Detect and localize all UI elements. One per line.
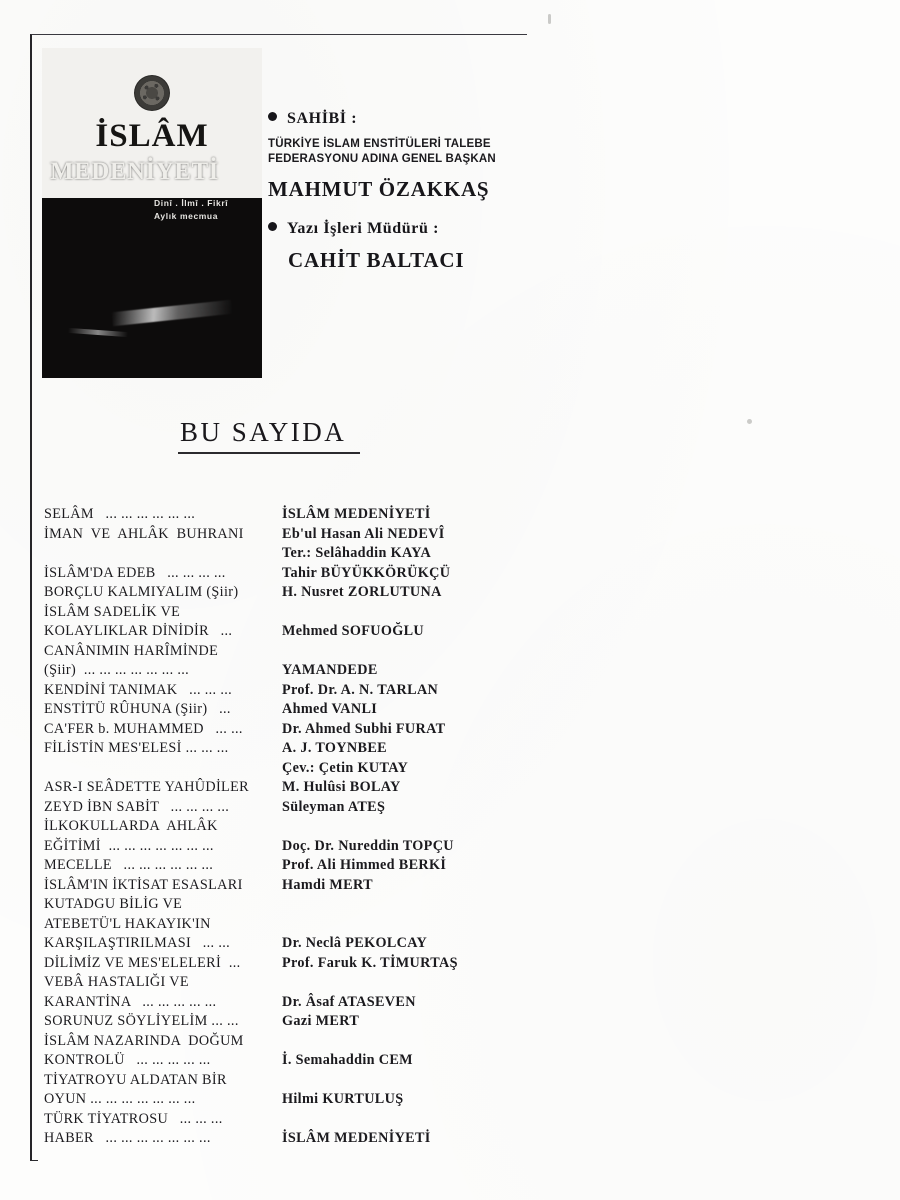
toc-entry-author: M. Hulûsi BOLAY bbox=[282, 779, 401, 795]
toc-entry-title: VEBÂ HASTALIĞI VE bbox=[44, 974, 189, 990]
scan-scratch bbox=[112, 300, 233, 326]
owner-label: SAHİBİ : bbox=[287, 110, 358, 127]
toc-entry-title: ENSTİTÜ RÛHUNA (Şiir) ... bbox=[44, 701, 231, 717]
contents-heading: BU SAYIDA bbox=[180, 417, 347, 447]
toc-entry-title: İSLÂM'IN İKTİSAT ESASLARI bbox=[44, 876, 243, 893]
toc-entry-author: Tahir BÜYÜKKÖRÜKÇÜ bbox=[282, 564, 451, 581]
toc-entry-title: SELÂM ... ... ... ... ... ... bbox=[44, 506, 196, 522]
toc-entry-title: SORUNUZ SÖYLİYELİM ... ... bbox=[44, 1013, 239, 1029]
toc-entry bbox=[44, 973, 494, 993]
toc-entry-author: Ahmed VANLI bbox=[282, 701, 378, 717]
toc-entry-author: YAMANDEDE bbox=[282, 662, 378, 678]
toc-entry-author: Dr. Neclâ PEKOLCAY bbox=[282, 935, 428, 951]
table-of-contents bbox=[44, 505, 494, 1149]
toc-entry-title: ASR-I SEÂDETTE YAHÛDİLER bbox=[44, 779, 249, 795]
toc-entry bbox=[44, 1090, 494, 1110]
toc-entry bbox=[44, 1032, 494, 1052]
toc-entry bbox=[44, 583, 494, 603]
toc-entry-author: Hilmi KURTULUŞ bbox=[282, 1091, 404, 1107]
toc-entry bbox=[44, 856, 494, 876]
toc-entry bbox=[44, 954, 494, 974]
editor-label: Yazı İşleri Müdürü : bbox=[287, 220, 439, 238]
toc-entry-author: Çev.: Çetin KUTAY bbox=[282, 759, 409, 776]
toc-entry-author: H. Nusret ZORLUTUNA bbox=[282, 584, 442, 600]
toc-entry-author: Mehmed SOFUOĞLU bbox=[282, 623, 424, 639]
toc-entry-title: FİLİSTİN MES'ELESİ ... ... ... bbox=[44, 740, 229, 756]
toc-entry-title: BORÇLU KALMIYALIM (Şiir) bbox=[44, 584, 239, 600]
toc-entry bbox=[44, 564, 494, 584]
toc-entry-title: İMAN VE AHLÂK BUHRANI bbox=[44, 525, 244, 542]
toc-entry-author: Dr. Âsaf ATASEVEN bbox=[282, 993, 416, 1010]
toc-entry-title: İSLÂM SADELİK VE bbox=[44, 603, 181, 620]
cover-subtitle-line1: Dinî . İlmî . Fikrî bbox=[154, 198, 229, 208]
toc-entry-title: CANÂNIMIN HARÎMİNDE bbox=[44, 642, 219, 659]
toc-entry bbox=[44, 1110, 494, 1130]
toc-entry-title: İLKOKULLARDA AHLÂK bbox=[44, 818, 218, 834]
toc-entry-title: KONTROLÜ ... ... ... ... ... bbox=[44, 1052, 211, 1068]
toc-entry bbox=[44, 1012, 494, 1032]
toc-entry-author: Prof. Faruk K. TİMURTAŞ bbox=[282, 954, 458, 971]
toc-entry-title: KARŞILAŞTIRILMASI ... ... bbox=[44, 935, 231, 951]
contents-heading-rule bbox=[178, 452, 360, 454]
toc-entry-author: Prof. Ali Himmed BERKİ bbox=[282, 857, 447, 873]
bullet-icon bbox=[268, 222, 277, 231]
toc-entry-title: DİLİMİZ VE MES'ELELERİ ... bbox=[44, 954, 241, 971]
toc-entry-title: İSLÂM'DA EDEB ... ... ... ... bbox=[44, 564, 226, 581]
toc-entry bbox=[44, 544, 494, 564]
toc-entry-author: Ter.: Selâhaddin KAYA bbox=[282, 545, 432, 561]
masthead-credits bbox=[268, 110, 508, 273]
toc-entry bbox=[44, 1071, 494, 1091]
toc-entry bbox=[44, 993, 494, 1013]
scan-scratch bbox=[68, 328, 128, 337]
toc-entry-title: ATEBETÜ'L HAKAYIK'IN bbox=[44, 915, 211, 932]
toc-entry-title: ZEYD İBN SABİT ... ... ... ... bbox=[44, 798, 230, 815]
toc-entry bbox=[44, 739, 494, 759]
toc-entry bbox=[44, 876, 494, 896]
toc-entry-author: Gazi MERT bbox=[282, 1013, 360, 1029]
toc-entry-author: Hamdi MERT bbox=[282, 876, 373, 893]
toc-entry-author: İSLÂM MEDENİYETİ bbox=[282, 506, 431, 522]
editor-row bbox=[268, 220, 508, 238]
toc-entry-title: KUTADGU BİLİG VE bbox=[44, 896, 183, 912]
toc-entry bbox=[44, 622, 494, 642]
toc-entry bbox=[44, 700, 494, 720]
scan-speck bbox=[747, 419, 752, 424]
toc-entry-author: İ. Semahaddin CEM bbox=[282, 1052, 413, 1068]
toc-entry-title: KENDİNİ TANIMAK ... ... ... bbox=[44, 681, 233, 698]
toc-entry-title: KOLAYLIKLAR DİNİDİR ... bbox=[44, 623, 233, 639]
cover-subtitle-line2: Aylık mecmua bbox=[154, 211, 219, 221]
owner-name: MAHMUT ÖZAKKAŞ bbox=[268, 177, 490, 202]
toc-entry bbox=[44, 720, 494, 740]
toc-entry-author: Dr. Ahmed Subhi FURAT bbox=[282, 720, 446, 737]
toc-entry bbox=[44, 681, 494, 701]
toc-entry-title: (Şiir) ... ... ... ... ... ... ... bbox=[44, 662, 190, 678]
toc-entry bbox=[44, 798, 494, 818]
toc-entry bbox=[44, 915, 494, 935]
toc-entry-title: HABER ... ... ... ... ... ... ... bbox=[44, 1130, 211, 1146]
magazine-cover-image bbox=[42, 48, 262, 378]
toc-entry bbox=[44, 603, 494, 623]
bullet-icon bbox=[268, 112, 277, 121]
toc-entry bbox=[44, 505, 494, 525]
toc-entry-title: OYUN ... ... ... ... ... ... ... bbox=[44, 1091, 196, 1107]
owner-organization: TÜRKİYE İSLAM ENSTİTÜLERİ TALEBE FEDERASYONU ADINA GENEL BAŞKAN bbox=[268, 138, 496, 165]
cover-title-line1: İSLÂM bbox=[95, 118, 209, 154]
toc-entry-author: Prof. Dr. A. N. TARLAN bbox=[282, 681, 439, 698]
ornamental-rosette-icon bbox=[134, 75, 170, 111]
toc-entry-author: A. J. TOYNBEE bbox=[282, 740, 387, 756]
scan-speck bbox=[548, 14, 551, 24]
toc-entry bbox=[44, 642, 494, 662]
toc-entry bbox=[44, 1129, 494, 1149]
toc-entry bbox=[44, 895, 494, 915]
toc-entry-author: Eb'ul Hasan Ali NEDEVÎ bbox=[282, 525, 445, 542]
toc-entry-author: Doç. Dr. Nureddin TOPÇU bbox=[282, 837, 454, 854]
toc-entry bbox=[44, 837, 494, 857]
toc-entry-title: EĞİTİMİ ... ... ... ... ... ... ... bbox=[44, 837, 214, 854]
toc-entry bbox=[44, 661, 494, 681]
toc-entry-title: TÜRK TİYATROSU ... ... ... bbox=[44, 1110, 223, 1127]
toc-entry-title: CA'FER b. MUHAMMED ... ... bbox=[44, 720, 243, 737]
toc-entry bbox=[44, 934, 494, 954]
toc-entry-title: İSLÂM NAZARINDA DOĞUM bbox=[44, 1032, 244, 1049]
toc-entry bbox=[44, 1051, 494, 1071]
toc-entry bbox=[44, 817, 494, 837]
toc-entry-author: İSLÂM MEDENİYETİ bbox=[282, 1130, 431, 1146]
editor-name: CAHİT BALTACI bbox=[288, 248, 465, 273]
toc-entry-title: KARANTİNA ... ... ... ... ... bbox=[44, 993, 217, 1010]
toc-entry-author: Süleyman ATEŞ bbox=[282, 798, 386, 815]
toc-entry bbox=[44, 525, 494, 545]
toc-entry bbox=[44, 778, 494, 798]
toc-entry-title: MECELLE ... ... ... ... ... ... bbox=[44, 857, 214, 873]
toc-entry-title: TİYATROYU ALDATAN BİR bbox=[44, 1071, 227, 1088]
owner-row bbox=[268, 110, 508, 128]
toc-entry bbox=[44, 759, 494, 779]
cover-title-line2: MEDENİYETİ bbox=[50, 158, 219, 185]
